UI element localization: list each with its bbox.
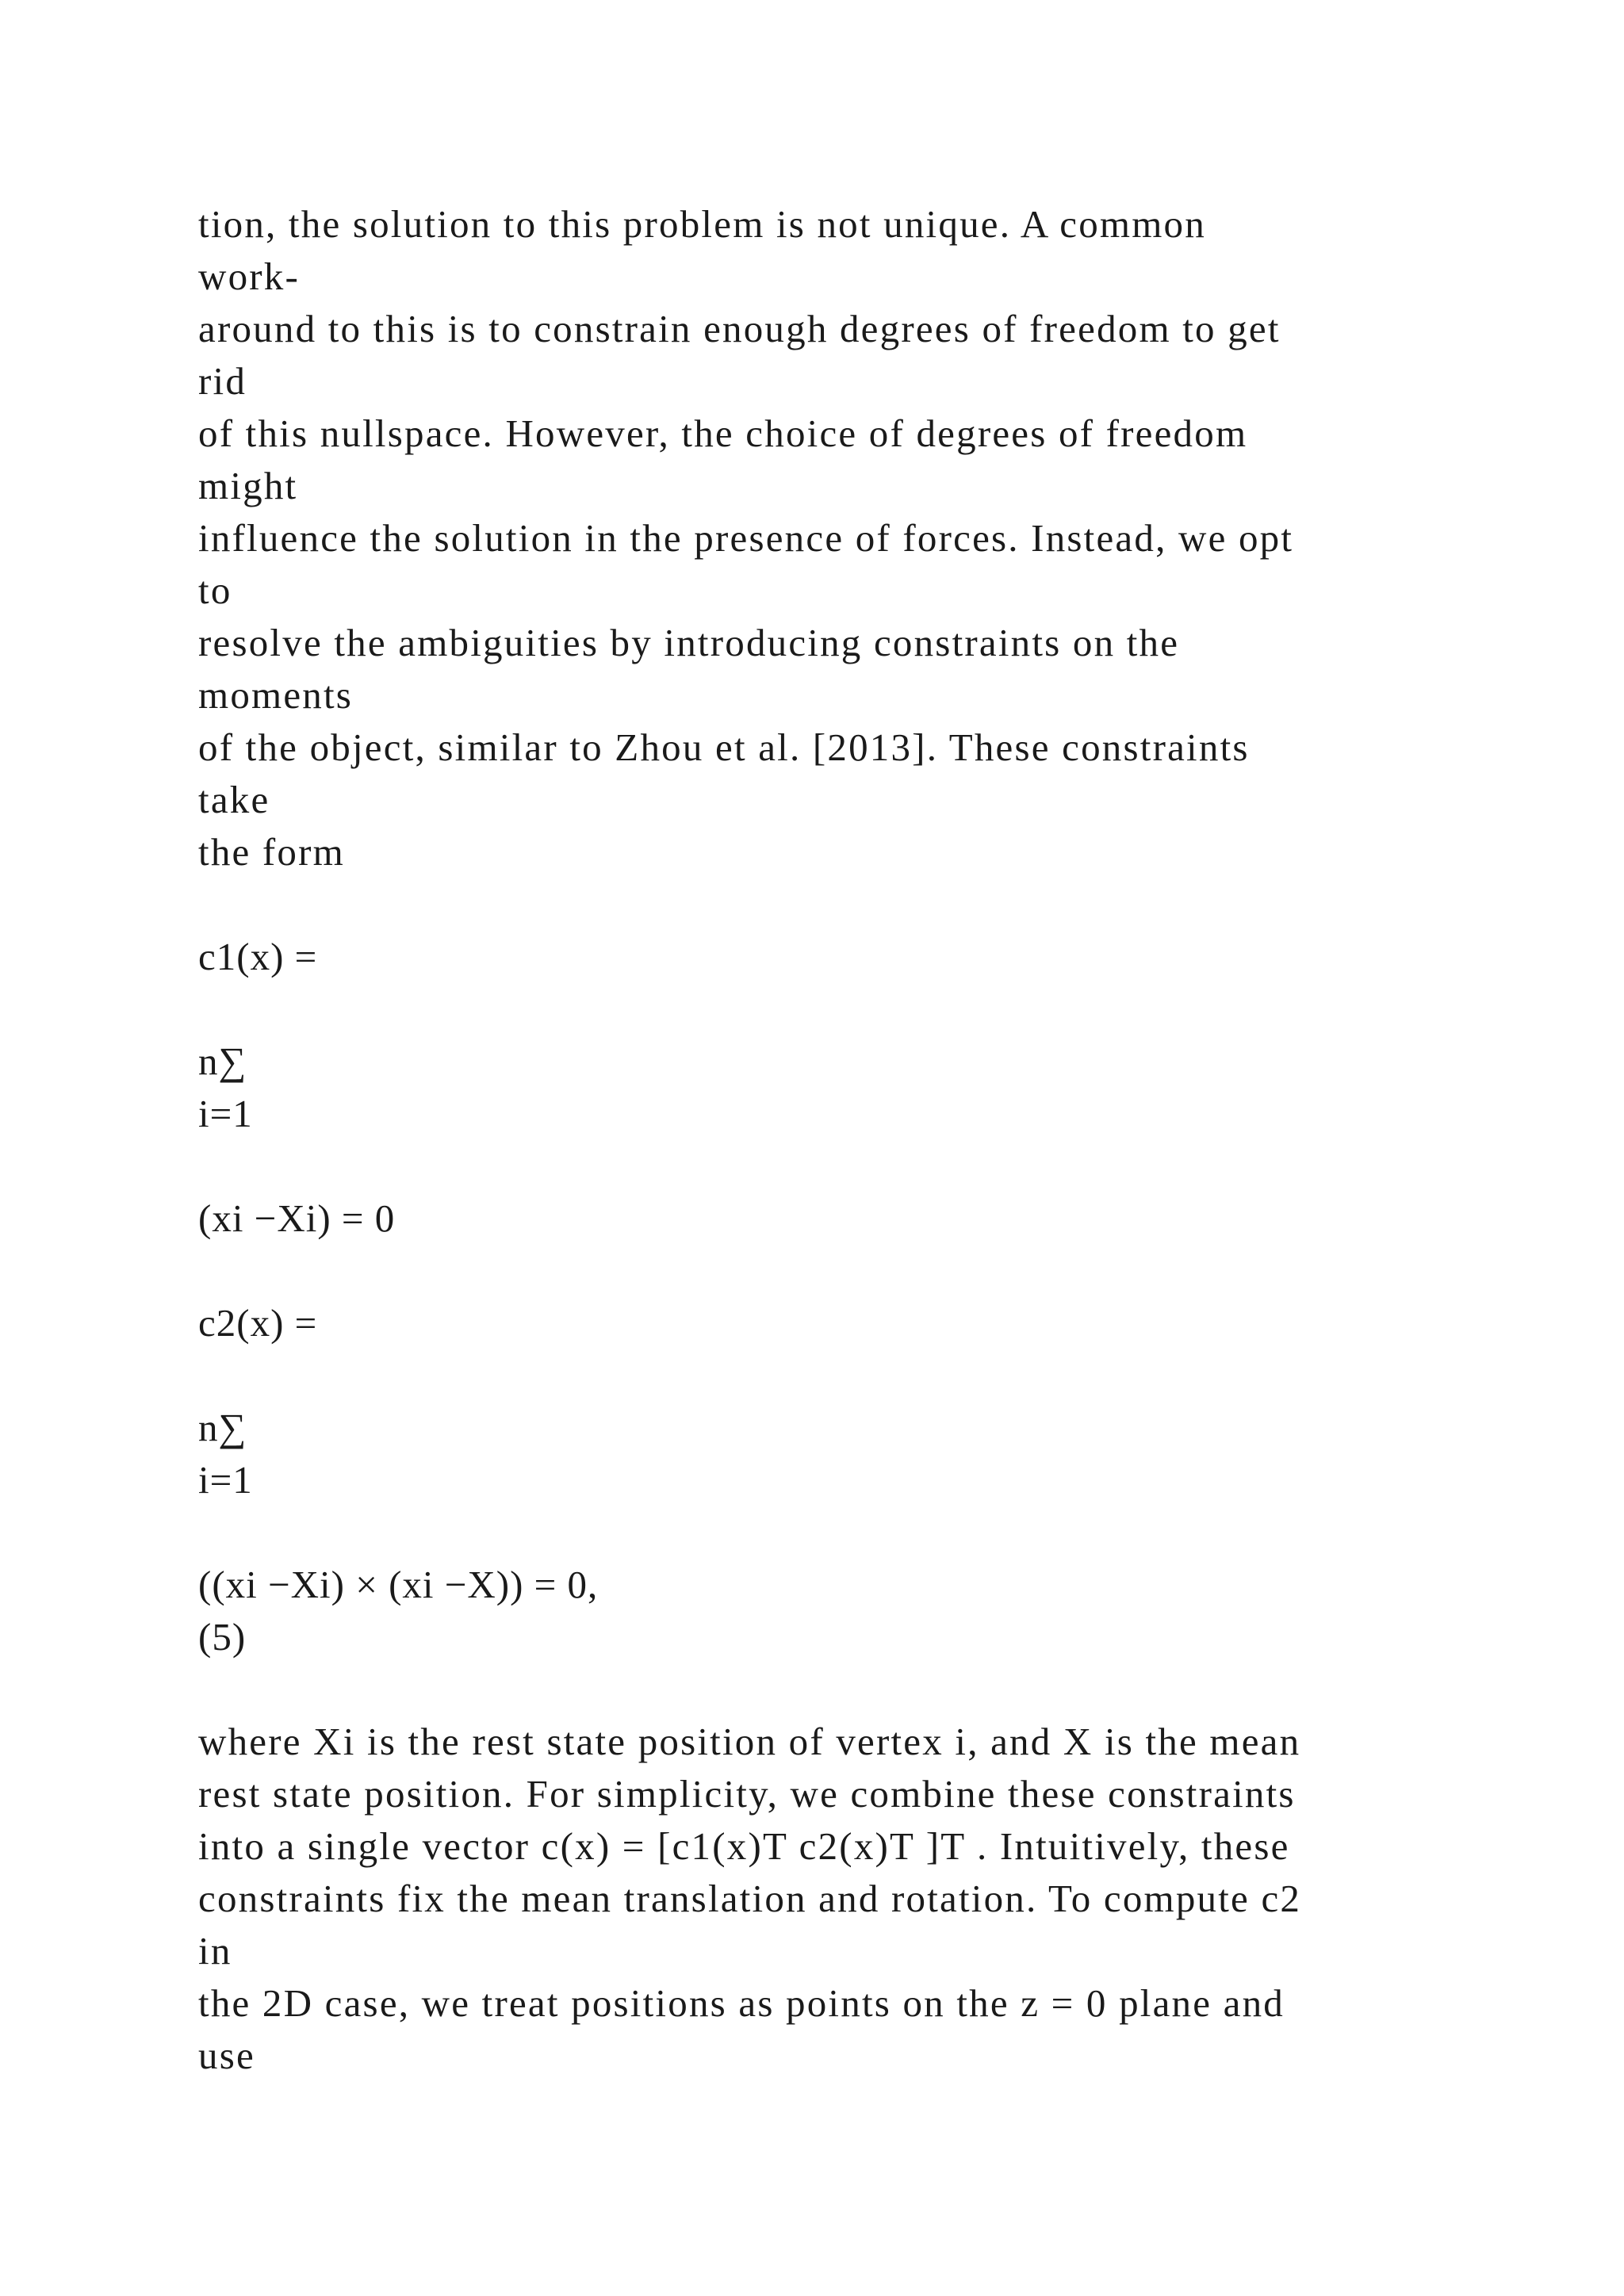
equation-c1-lhs: c1(x) = [198, 935, 318, 978]
equation-c2-rhs: ((xi −Xi) × (xi −X)) = 0, [198, 1563, 599, 1606]
text-line: take [198, 778, 270, 821]
text-line: influence the solution in the presence of forces. Instead, we opt [198, 516, 1294, 560]
text-line: to [198, 568, 232, 612]
text-line: where Xi is the rest state position of vertex i, and X is the mean [198, 1720, 1301, 1763]
text-line: rid [198, 359, 247, 403]
text-line: of the object, similar to Zhou et al. [2013]. These constraints [198, 725, 1250, 769]
text-line: of this nullspace. However, the choice of degrees of freedom [198, 411, 1248, 455]
text-line: the form [198, 830, 345, 874]
text-line: in [198, 1929, 232, 1973]
equation-c1-rhs: (xi −Xi) = 0 [198, 1196, 396, 1240]
text-line: rest state position. For simplicity, we combine these constraints [198, 1772, 1296, 1816]
equation-c2-sum: n∑ [198, 1406, 247, 1449]
equation-c1-sum: n∑ [198, 1039, 247, 1083]
equation-c2-sum-index: i=1 [198, 1458, 253, 1502]
text-line: tion, the solution to this problem is not unique. A common [198, 202, 1206, 246]
text-line: might [198, 464, 298, 507]
text-line: around to this is to constrain enough degrees of freedom to get [198, 307, 1281, 350]
text-line: work- [198, 254, 301, 298]
text-line: the 2D case, we treat positions as points on the z = 0 plane and [198, 1981, 1285, 2025]
text-line: use [198, 2034, 255, 2077]
equation-c2-lhs: c2(x) = [198, 1301, 318, 1345]
text-line: moments [198, 673, 354, 717]
equation-number: (5) [198, 1615, 247, 1659]
text-line: resolve the ambiguities by introducing constraints on the [198, 621, 1180, 664]
equation-c1-sum-index: i=1 [198, 1092, 253, 1135]
text-line: constraints fix the mean translation and rotation. To compute c2 [198, 1877, 1302, 1920]
text-line: into a single vector c(x) = [c1(x)T c2(x)T ]T . Intuitively, these [198, 1824, 1290, 1868]
